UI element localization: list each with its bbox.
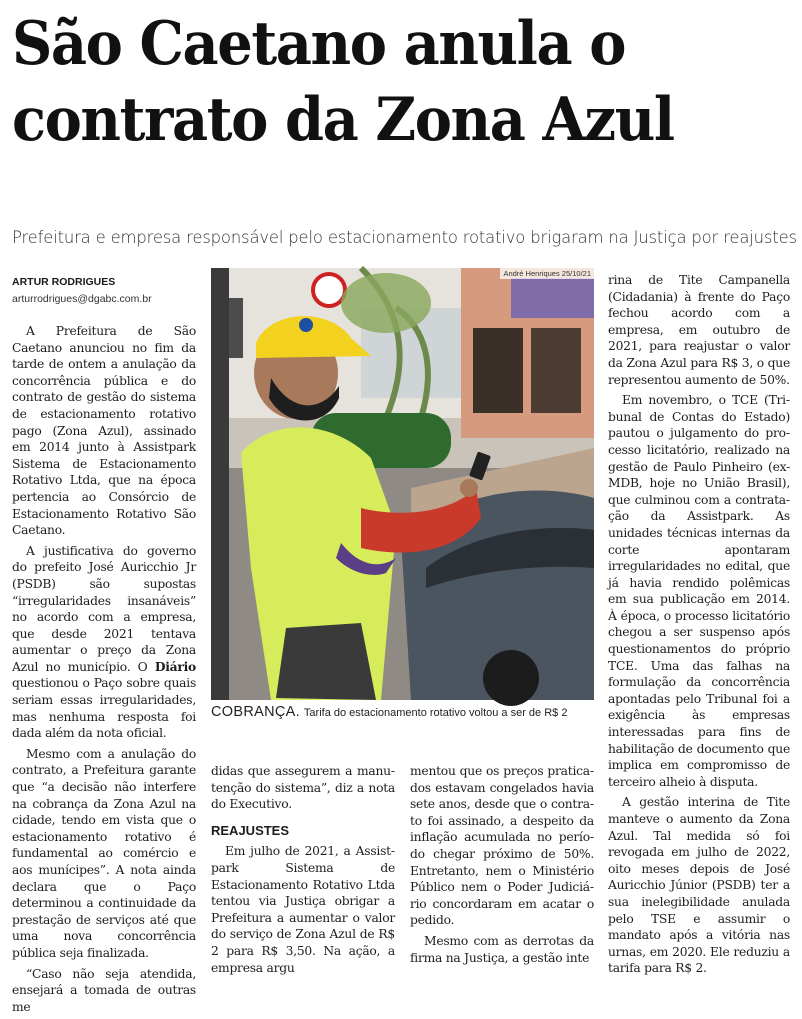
paragraph: rina de Tite Campanella (Cidadania) à frente do Paço fechou acordo com a empresa, em outubro de 2021, para reajustar o valor da Zona Azul para R$ 3, o que representou aumento de 50%. bbox=[608, 273, 790, 387]
paragraph: “Caso não seja atendida, ensejará a tomada de outras me bbox=[12, 966, 196, 1014]
subheadline: Prefeitura e empresa responsável pelo estacionamento rotativo brigaram na Justiça por reajustes bbox=[12, 228, 797, 247]
column-4 bbox=[608, 272, 790, 981]
paragraph: Mesmo com a anulação do contrato, a Prefeitura garante que “a decisão não interfere na cobrança da Zona Azul na cidade, tendo em vista que o estacionamento rotativo é fundamental ao comércio e aos munícipes”. A nota ainda declara que o Paço determinou a continuidade da prestação de serviços até que uma nova concorrência pública seja finalizada. bbox=[12, 746, 196, 960]
caption-text: Tarifa do estacionamento rotativo voltou a ser de R$ 2 bbox=[303, 707, 568, 719]
paragraph: didas que assegurem a manutenção do sistema”, diz a nota do Executivo. bbox=[211, 764, 395, 812]
parking-attendant-image bbox=[211, 268, 594, 700]
paragraph-text: A justificativa do governo do prefeito José Auricchio Jr (PSDB) são supostas “irregularidades insanáveis” no acordo com a empresa, que desde 2021 tentava aumentar o preço da Zona Azul no município. O bbox=[12, 543, 196, 674]
paragraph-text: questionou o Paço sobre quais seriam essas irregularidades, mas nenhuma resposta foi dada além da nota oficial. bbox=[12, 676, 196, 741]
photo-caption bbox=[211, 704, 594, 720]
paragraph: A gestão interina de Tite manteve o aumento da Zona Azul. Tal medida só foi revogada em julho de 2022, oito meses depois de José Auricchio Júnior (PSDB) ter a sua inelegibilidade anulada pelo TSE e assumir o mandato após a vitória nas urnas, em 2020. Ele reduziu a tarifa para R$ 2. bbox=[608, 795, 790, 976]
paragraph: Em novembro, o TCE (Tribunal de Contas do Estado) pautou o julgamento do processo licitatório, realizado na gestão de Paulo Pinheiro (ex-MDB, hoje no União Brasil), que culminou com a contratação da Assistpark. As unidades técnicas internas da corte apontaram irregularidades no edital, que já havia rendido polêmicas em sua publicação em 2014. À época, o processo licitatório chegou a ser suspenso após questionamentos do próprio TCE. Uma das falhas na formulação da concorrência apontadas pelo Tribunal foi a exigência às empresas interessadas para fins de habilitação de documento que implica em compromisso de terceiro alheio à disputa. bbox=[608, 393, 790, 789]
author-name: ARTUR RODRIGUES bbox=[12, 276, 116, 288]
paragraph: Mesmo com as derrotas da firma na Justiça, a gestão inte bbox=[410, 933, 594, 965]
paragraph: Em julho de 2021, a Assistpark Sistema de Estacionamento Rotativo Ltda tentou via Justiça obrigar a Prefeitura a aumentar o valor do serviço de Zona Azul de R$ 2 para R$ 3,50. Na ação, a empresa argu bbox=[211, 844, 395, 975]
column-1 bbox=[12, 323, 196, 1019]
paragraph: mentou que os preços praticados estavam congelados havia sete anos, desde que o contrato foi assinado, a despeito da inflação acumulada no período chegar próximo de 50%. Entretanto, nem o Ministério Público nem o Poder Judiciário concordaram em acatar o pedido. bbox=[410, 764, 594, 928]
headline: São Caetano anula o contrato da Zona Azul bbox=[12, 9, 674, 155]
column-3 bbox=[410, 763, 594, 970]
caption-label: COBRANÇA. bbox=[211, 704, 300, 720]
section-heading: REAJUSTES bbox=[211, 822, 290, 838]
paragraph bbox=[12, 543, 196, 742]
article-photo bbox=[211, 268, 594, 700]
author-email[interactable]: arturrodrigues@dgabc.com.br bbox=[12, 293, 152, 305]
paragraph: A Prefeitura de São Caetano anunciou no fim da tarde de ontem a anulação da concorrência pública e do contrato de gestão do sistema de estacionamento rotativo pago (Zona Azul), assinado em 2014 junto à Assistpark Sistema de Estacionamento Rotativo Ltda, que na época pertencia ao Consórcio de Estacionamento Rotativo São Caetano. bbox=[12, 324, 196, 538]
photo-credit: André Henriques 25/10/21 bbox=[500, 268, 594, 279]
column-2 bbox=[211, 763, 395, 980]
newspaper-name: Diário bbox=[154, 658, 196, 674]
